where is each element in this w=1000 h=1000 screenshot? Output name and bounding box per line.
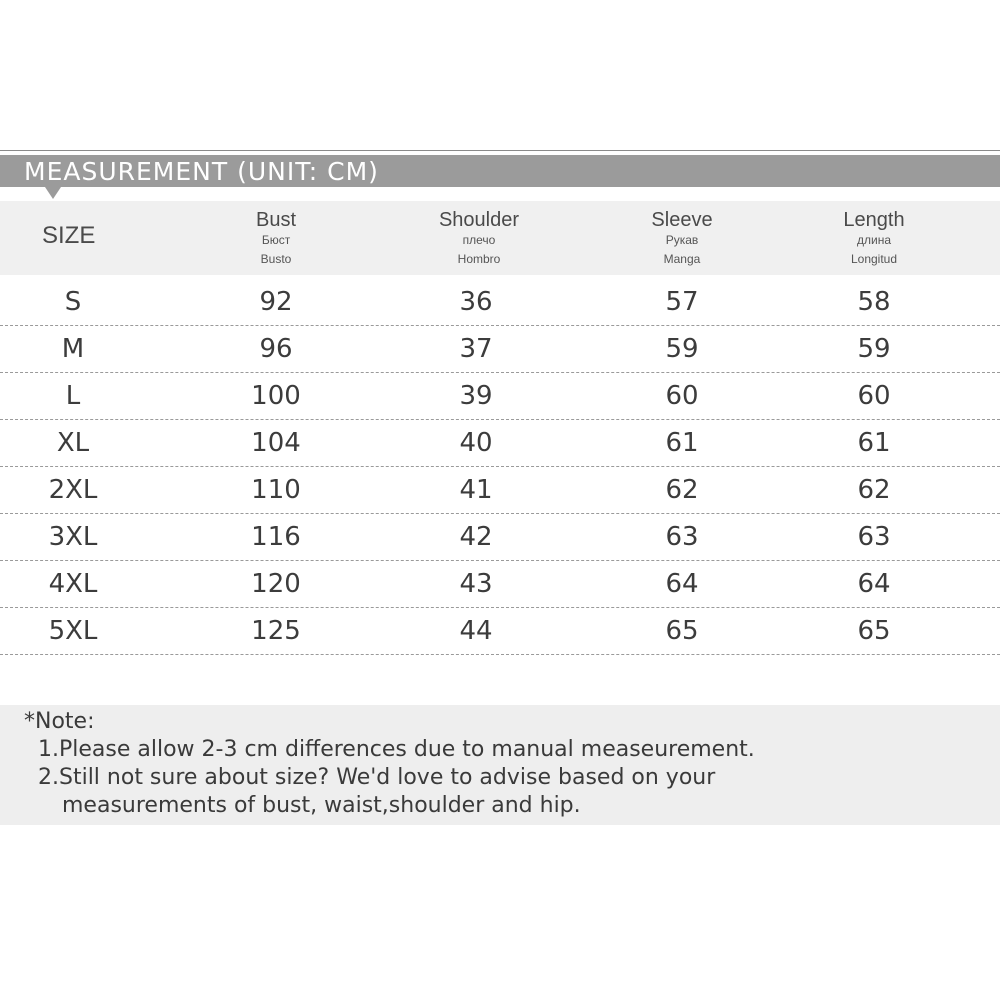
shoulder-cell: 37 <box>459 334 493 364</box>
top-divider <box>0 150 1000 151</box>
length-cell: 59 <box>857 334 891 364</box>
size-cell: XL <box>56 428 90 458</box>
length-cell: 65 <box>857 616 891 646</box>
shoulder-cell: 44 <box>459 616 493 646</box>
column-label-ru: Рукав <box>665 233 699 247</box>
bust-cell: 96 <box>259 334 293 364</box>
shoulder-column-header <box>379 209 579 269</box>
bust-column-header <box>176 209 376 269</box>
sleeve-cell: 65 <box>665 616 699 646</box>
length-cell: 58 <box>857 287 891 317</box>
note-line-2: 2.Still not sure about size? We'd love to advise based on your <box>38 765 716 790</box>
bust-cell: 100 <box>251 381 301 411</box>
bust-cell: 125 <box>251 616 301 646</box>
sleeve-cell: 60 <box>665 381 699 411</box>
note-box <box>0 705 1000 825</box>
shoulder-cell: 42 <box>459 522 493 552</box>
column-label-ru: длина <box>856 233 891 247</box>
row-divider <box>0 654 1000 655</box>
bust-cell: 120 <box>251 569 301 599</box>
table-row <box>0 373 1000 420</box>
column-label-es: Busto <box>260 252 292 266</box>
column-label-en: Length <box>843 209 905 231</box>
size-cell: M <box>61 334 85 364</box>
table-row <box>0 561 1000 608</box>
note-title: *Note: <box>24 709 95 734</box>
size-cell: 3XL <box>48 522 98 552</box>
note-line-2-continued: measurements of bust, waist,shoulder and hip. <box>62 793 581 818</box>
sleeve-cell: 61 <box>665 428 699 458</box>
shoulder-cell: 41 <box>459 475 493 505</box>
size-cell: L <box>65 381 81 411</box>
sleeve-cell: 64 <box>665 569 699 599</box>
table-header-row <box>0 201 1000 275</box>
table-row <box>0 279 1000 326</box>
table-row <box>0 326 1000 373</box>
column-label-es: Manga <box>663 252 701 266</box>
table-row <box>0 420 1000 467</box>
bust-cell: 92 <box>259 287 293 317</box>
column-label-en: Shoulder <box>438 209 520 231</box>
shoulder-cell: 43 <box>459 569 493 599</box>
table-row <box>0 514 1000 561</box>
column-label-es: Longitud <box>850 252 898 266</box>
measurement-banner <box>0 155 1000 187</box>
sleeve-cell: 63 <box>665 522 699 552</box>
sleeve-cell: 57 <box>665 287 699 317</box>
sleeve-column-header <box>582 209 782 269</box>
size-table-body <box>0 275 1000 705</box>
column-label-en: Bust <box>255 209 297 231</box>
size-cell: S <box>64 287 82 317</box>
size-cell: 4XL <box>48 569 98 599</box>
note-line-1: 1.Please allow 2-3 cm differences due to manual measeurement. <box>38 737 755 762</box>
table-row <box>0 467 1000 514</box>
size-cell: 2XL <box>48 475 98 505</box>
size-cell: 5XL <box>48 616 98 646</box>
column-label-ru: Бюст <box>261 233 291 247</box>
table-row <box>0 608 1000 655</box>
column-label-es: Hombro <box>457 252 501 266</box>
shoulder-cell: 40 <box>459 428 493 458</box>
banner-pointer-icon <box>45 187 61 199</box>
banner-title: MEASUREMENT (UNIT: CM) <box>24 157 379 186</box>
length-cell: 62 <box>857 475 891 505</box>
length-cell: 61 <box>857 428 891 458</box>
column-label-ru: плечо <box>462 233 496 247</box>
bust-cell: 104 <box>251 428 301 458</box>
length-cell: 64 <box>857 569 891 599</box>
shoulder-cell: 36 <box>459 287 493 317</box>
column-label-en: Sleeve <box>651 209 713 231</box>
bust-cell: 110 <box>251 475 301 505</box>
length-column-header <box>774 209 974 269</box>
size-column-header: SIZE <box>42 222 96 249</box>
length-cell: 60 <box>857 381 891 411</box>
sleeve-cell: 59 <box>665 334 699 364</box>
length-cell: 63 <box>857 522 891 552</box>
bust-cell: 116 <box>251 522 301 552</box>
sleeve-cell: 62 <box>665 475 699 505</box>
shoulder-cell: 39 <box>459 381 493 411</box>
